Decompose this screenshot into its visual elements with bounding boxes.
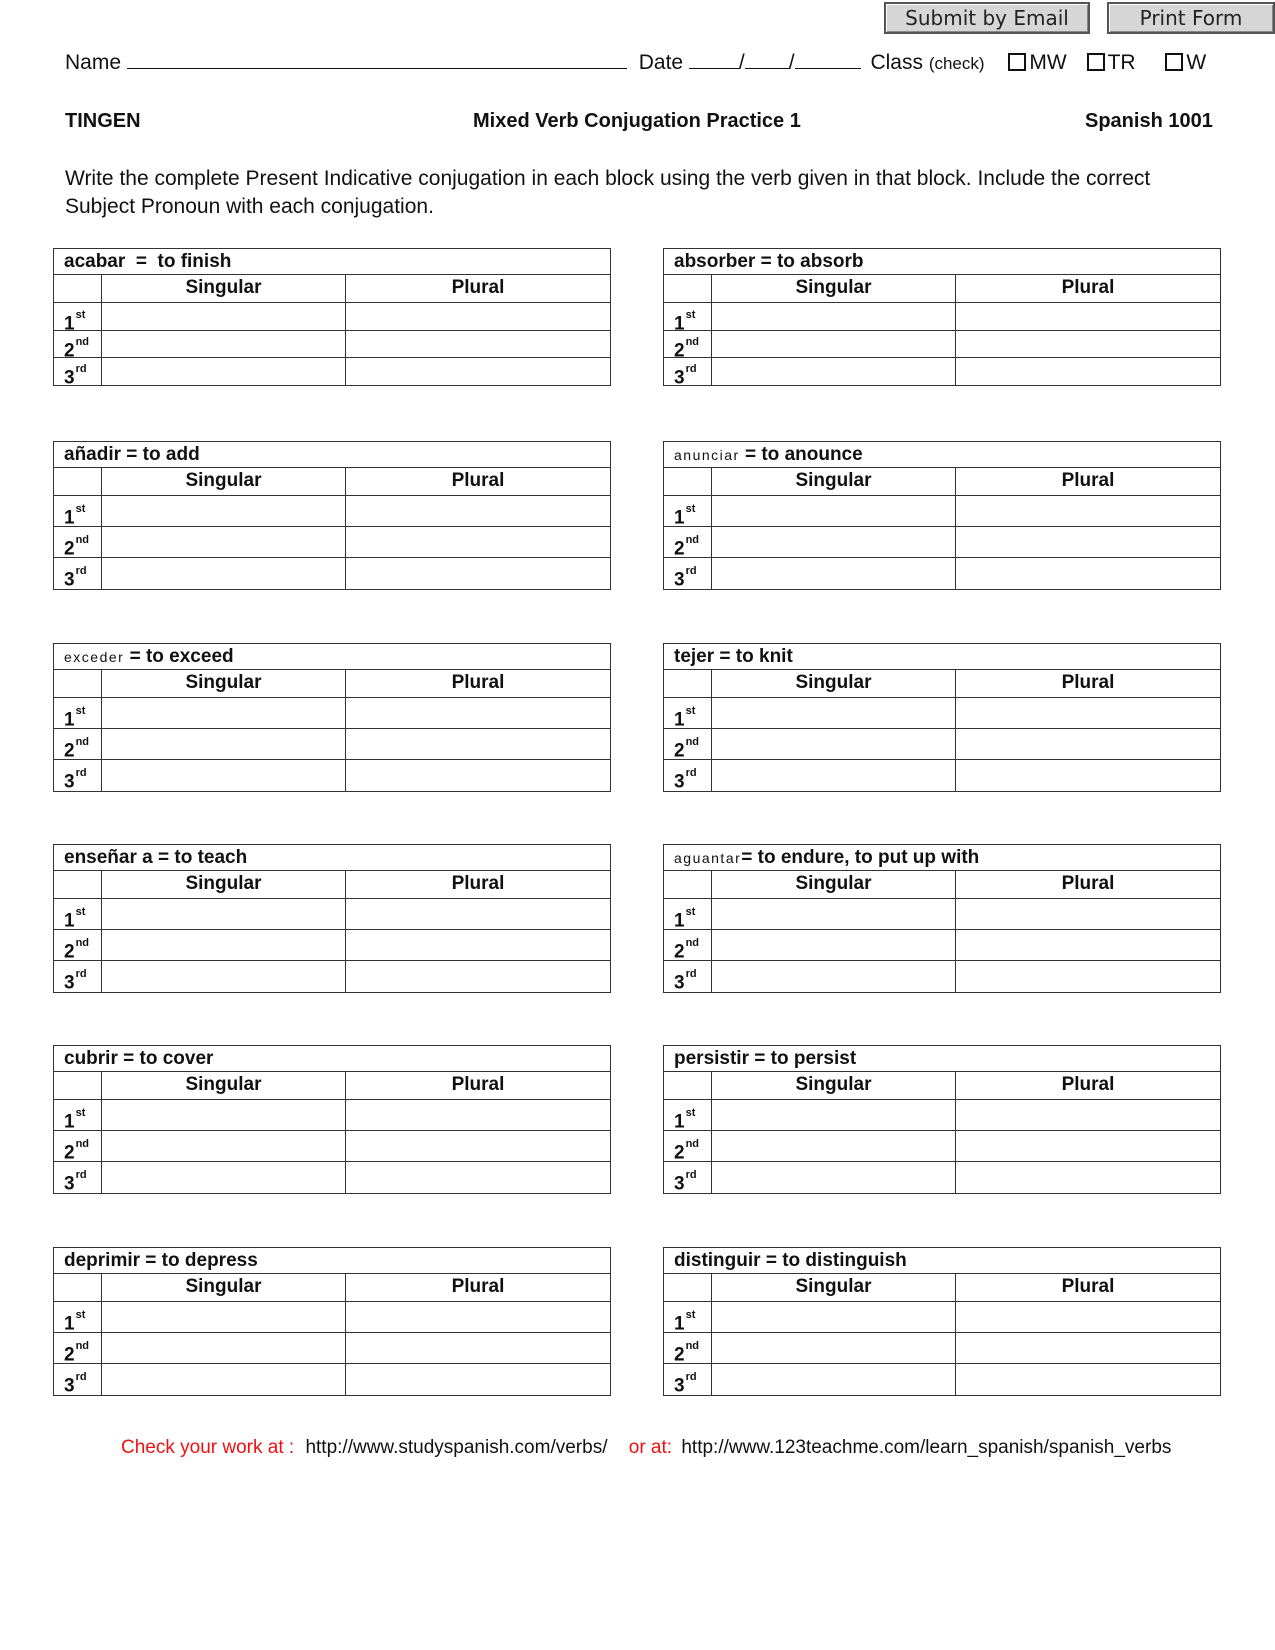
plural-answer-field[interactable] [346, 1364, 610, 1395]
plural-answer-field[interactable] [346, 729, 610, 760]
singular-answer-field[interactable] [712, 930, 956, 961]
plural-header: Plural [956, 1274, 1220, 1302]
singular-answer-field[interactable] [102, 1302, 346, 1333]
verb-label: persistir [674, 1048, 749, 1069]
teacher-name: TINGEN [65, 110, 141, 132]
person-suffix: nd [685, 1340, 700, 1352]
person-suffix: nd [75, 736, 90, 748]
person-suffix: rd [685, 363, 697, 375]
person-suffix: rd [685, 968, 697, 980]
singular-answer-field[interactable] [102, 358, 346, 385]
singular-header: Singular [102, 1274, 346, 1302]
person-suffix: st [75, 309, 86, 321]
block-title [664, 249, 1220, 275]
date-separator: / [738, 51, 745, 74]
block-title [664, 1248, 1220, 1274]
person-label [54, 698, 102, 729]
person-label [664, 358, 712, 389]
person-number: 1 [64, 1111, 75, 1133]
plural-answer-field[interactable] [346, 496, 610, 527]
plural-answer-field[interactable] [956, 1302, 1220, 1333]
verb-meaning: = to distinguish [760, 1250, 907, 1271]
person-suffix: st [685, 1107, 696, 1119]
person-label [664, 1333, 712, 1364]
person-number: 3 [64, 1173, 75, 1195]
plural-answer-field[interactable] [346, 358, 610, 385]
singular-answer-field[interactable] [102, 1333, 346, 1364]
corner-cell [664, 468, 712, 496]
verb-meaning: = to teach [152, 847, 248, 868]
singular-header: Singular [712, 1072, 956, 1100]
conjugation-block [53, 1045, 611, 1194]
plural-answer-field[interactable] [956, 1100, 1220, 1131]
person-label [664, 1131, 712, 1162]
worksheet-title: Mixed Verb Conjugation Practice 1 [473, 110, 801, 132]
person-suffix: nd [75, 534, 90, 546]
singular-answer-field[interactable] [712, 558, 956, 589]
person-label [664, 527, 712, 558]
person-label [664, 961, 712, 992]
date-year-field[interactable] [795, 50, 861, 69]
person-number: 2 [64, 1142, 75, 1164]
person-label [54, 760, 102, 791]
corner-cell [54, 275, 102, 303]
singular-answer-field[interactable] [712, 1364, 956, 1395]
person-label [664, 303, 712, 335]
person-number: 1 [674, 709, 685, 731]
block-title [54, 442, 610, 468]
singular-answer-field[interactable] [102, 527, 346, 558]
conjugation-block [53, 1247, 611, 1396]
plural-answer-field[interactable] [346, 930, 610, 961]
singular-header: Singular [102, 871, 346, 899]
plural-answer-field[interactable] [956, 899, 1220, 930]
name-label: Name [65, 51, 122, 74]
plural-answer-field[interactable] [956, 358, 1220, 385]
corner-cell [664, 670, 712, 698]
date-separator: / [788, 51, 795, 74]
conjugation-block [663, 1045, 1221, 1194]
person-suffix: rd [75, 363, 87, 375]
person-number: 3 [674, 771, 685, 793]
person-suffix: nd [75, 1138, 90, 1150]
person-number: 2 [674, 740, 685, 762]
person-label [54, 331, 102, 362]
verb-label: enseñar a [64, 847, 153, 868]
plural-answer-field[interactable] [346, 1162, 610, 1193]
singular-header: Singular [712, 871, 956, 899]
person-suffix: nd [685, 1138, 700, 1150]
checkbox-icon[interactable] [1087, 53, 1105, 71]
person-suffix: nd [685, 736, 700, 748]
print-form-button[interactable]: Print Form [1107, 2, 1275, 34]
plural-answer-field[interactable] [346, 961, 610, 992]
plural-header: Plural [956, 871, 1220, 899]
conjugation-block [663, 441, 1221, 590]
footer [121, 1437, 1171, 1459]
checkbox-icon[interactable] [1165, 53, 1183, 71]
person-suffix: st [685, 503, 696, 515]
singular-answer-field[interactable] [102, 1364, 346, 1395]
person-label [664, 930, 712, 961]
block-title [54, 1046, 610, 1072]
person-number: 3 [64, 1375, 75, 1397]
checkbox-icon[interactable] [1008, 53, 1026, 71]
person-number: 1 [64, 313, 75, 335]
person-number: 3 [674, 367, 685, 389]
plural-answer-field[interactable] [346, 760, 610, 791]
singular-answer-field[interactable] [102, 1162, 346, 1193]
person-label [664, 698, 712, 729]
conjugation-block [663, 248, 1221, 389]
class-option-label: W [1186, 51, 1207, 74]
singular-header: Singular [102, 468, 346, 496]
verb-meaning: = to cover [117, 1048, 214, 1069]
123teachme-link[interactable]: http://www.123teachme.com/learn_spanish/spanish_verbs [681, 1437, 1172, 1458]
corner-cell [54, 871, 102, 899]
person-label [54, 303, 102, 335]
verb-meaning: = to absorb [755, 251, 864, 272]
person-label [54, 496, 102, 527]
person-number: 2 [64, 941, 75, 963]
person-number: 1 [64, 1313, 75, 1335]
plural-answer-field[interactable] [956, 496, 1220, 527]
person-label [664, 1302, 712, 1333]
person-number: 1 [674, 1111, 685, 1133]
person-number: 2 [64, 340, 75, 362]
singular-answer-field[interactable] [712, 527, 956, 558]
plural-header: Plural [956, 275, 1220, 303]
person-number: 3 [64, 972, 75, 994]
person-label [664, 729, 712, 760]
person-suffix: nd [75, 1340, 90, 1352]
singular-header: Singular [712, 670, 956, 698]
corner-cell [664, 871, 712, 899]
person-number: 2 [674, 941, 685, 963]
corner-cell [54, 468, 102, 496]
verb-label: añadir [64, 444, 122, 465]
plural-answer-field[interactable] [346, 1100, 610, 1131]
singular-answer-field[interactable] [712, 358, 956, 385]
person-label [54, 1100, 102, 1131]
verb-meaning: = to persist [748, 1048, 857, 1069]
singular-answer-field[interactable] [712, 760, 956, 791]
person-label [664, 331, 712, 362]
person-label [664, 899, 712, 930]
block-title [664, 1046, 1220, 1072]
plural-answer-field[interactable] [956, 729, 1220, 760]
block-title [664, 845, 1220, 871]
singular-answer-field[interactable] [102, 899, 346, 930]
conjugation-block [53, 844, 611, 993]
singular-header: Singular [712, 1274, 956, 1302]
verb-label: exceder [64, 649, 125, 665]
plural-header: Plural [956, 468, 1220, 496]
person-suffix: st [685, 906, 696, 918]
person-suffix: st [75, 1309, 86, 1321]
singular-answer-field[interactable] [712, 331, 956, 358]
plural-answer-field[interactable] [956, 1131, 1220, 1162]
plural-answer-field[interactable] [346, 698, 610, 729]
person-number: 3 [64, 367, 75, 389]
date-month-field[interactable] [689, 50, 739, 69]
plural-answer-field[interactable] [956, 527, 1220, 558]
class-option-label: MW [1029, 51, 1067, 74]
plural-answer-field[interactable] [956, 331, 1220, 358]
block-title [54, 845, 610, 871]
person-number: 3 [674, 569, 685, 591]
person-suffix: st [75, 906, 86, 918]
person-suffix: st [75, 705, 86, 717]
singular-answer-field[interactable] [712, 698, 956, 729]
block-title [54, 644, 610, 670]
person-number: 2 [64, 740, 75, 762]
person-label [664, 1162, 712, 1193]
verb-meaning: = to endure, to put up with [741, 847, 980, 868]
person-label [54, 558, 102, 589]
submit-by-email-button[interactable]: Submit by Email [884, 2, 1090, 34]
block-title [664, 644, 1220, 670]
singular-answer-field[interactable] [102, 930, 346, 961]
plural-answer-field[interactable] [346, 527, 610, 558]
singular-answer-field[interactable] [712, 1131, 956, 1162]
person-number: 1 [64, 910, 75, 932]
singular-answer-field[interactable] [712, 1302, 956, 1333]
verb-label: acabar [64, 251, 126, 272]
person-label [54, 1302, 102, 1333]
person-number: 1 [64, 507, 75, 529]
person-label [54, 358, 102, 389]
class-label: Class [870, 51, 923, 74]
plural-answer-field[interactable] [956, 303, 1220, 331]
verb-label: tejer [674, 646, 715, 667]
person-label [54, 1162, 102, 1193]
verb-label: distinguir [674, 1250, 761, 1271]
plural-answer-field[interactable] [346, 899, 610, 930]
singular-answer-field[interactable] [712, 729, 956, 760]
singular-answer-field[interactable] [102, 698, 346, 729]
singular-answer-field[interactable] [102, 729, 346, 760]
singular-header: Singular [712, 275, 956, 303]
person-number: 2 [64, 1344, 75, 1366]
singular-answer-field[interactable] [712, 961, 956, 992]
person-label [54, 930, 102, 961]
verb-label: cubrir [64, 1048, 118, 1069]
verb-meaning: = to knit [714, 646, 793, 667]
block-title [54, 1248, 610, 1274]
person-label [54, 899, 102, 930]
verb-meaning: = to anounce [739, 444, 863, 465]
singular-answer-field[interactable] [102, 303, 346, 331]
person-suffix: st [75, 1107, 86, 1119]
person-number: 1 [674, 910, 685, 932]
block-title [664, 442, 1220, 468]
singular-answer-field[interactable] [102, 760, 346, 791]
person-suffix: rd [685, 767, 697, 779]
conjugation-block [663, 643, 1221, 792]
plural-answer-field[interactable] [346, 331, 610, 358]
verb-meaning: = to finish [125, 251, 232, 272]
plural-header: Plural [346, 1072, 610, 1100]
plural-answer-field[interactable] [346, 1333, 610, 1364]
person-number: 3 [674, 1375, 685, 1397]
class-option-w[interactable] [1165, 51, 1206, 74]
verb-meaning: = to add [121, 444, 200, 465]
person-suffix: nd [685, 937, 700, 949]
singular-answer-field[interactable] [102, 496, 346, 527]
person-label [664, 760, 712, 791]
or-label: or at: [628, 1437, 673, 1458]
singular-answer-field[interactable] [712, 303, 956, 331]
verb-label: deprimir [64, 1250, 141, 1271]
person-number: 1 [674, 1313, 685, 1335]
person-suffix: rd [75, 565, 87, 577]
plural-answer-field[interactable] [346, 1131, 610, 1162]
person-suffix: st [685, 309, 696, 321]
corner-cell [54, 1274, 102, 1302]
person-suffix: nd [685, 534, 700, 546]
person-label [54, 1131, 102, 1162]
plural-header: Plural [346, 871, 610, 899]
person-suffix: rd [685, 565, 697, 577]
person-suffix: rd [685, 1169, 697, 1181]
date-label: Date [638, 51, 684, 74]
conjugation-block [663, 1247, 1221, 1396]
person-label [664, 1364, 712, 1395]
header-line [65, 50, 1206, 75]
singular-answer-field[interactable] [102, 1100, 346, 1131]
person-suffix: rd [75, 767, 87, 779]
person-suffix: rd [75, 1371, 87, 1383]
class-option-label: TR [1107, 51, 1136, 74]
class-option-tr[interactable] [1087, 51, 1136, 74]
person-label [664, 496, 712, 527]
corner-cell [664, 1072, 712, 1100]
plural-answer-field[interactable] [956, 760, 1220, 791]
person-number: 3 [64, 771, 75, 793]
person-label [54, 961, 102, 992]
person-suffix: st [75, 503, 86, 515]
plural-answer-field[interactable] [346, 1302, 610, 1333]
person-suffix: st [685, 1309, 696, 1321]
person-suffix: st [685, 705, 696, 717]
corner-cell [54, 670, 102, 698]
person-label [54, 729, 102, 760]
corner-cell [54, 1072, 102, 1100]
verb-meaning: = to depress [140, 1250, 258, 1271]
person-number: 1 [64, 709, 75, 731]
plural-answer-field[interactable] [956, 558, 1220, 589]
class-note: (check) [928, 54, 985, 73]
person-number: 1 [674, 507, 685, 529]
plural-answer-field[interactable] [956, 1162, 1220, 1193]
plural-header: Plural [346, 468, 610, 496]
plural-answer-field[interactable] [956, 1364, 1220, 1395]
check-label: Check your work at : [121, 1437, 295, 1458]
person-label [54, 527, 102, 558]
plural-answer-field[interactable] [346, 558, 610, 589]
plural-header: Plural [346, 670, 610, 698]
plural-answer-field[interactable] [956, 961, 1220, 992]
person-number: 2 [64, 538, 75, 560]
person-number: 3 [674, 1173, 685, 1195]
corner-cell [664, 275, 712, 303]
person-number: 3 [64, 569, 75, 591]
person-suffix: rd [75, 968, 87, 980]
plural-header: Plural [346, 275, 610, 303]
person-suffix: rd [685, 1371, 697, 1383]
person-number: 3 [674, 972, 685, 994]
plural-answer-field[interactable] [956, 698, 1220, 729]
conjugation-block [53, 643, 611, 792]
course-name: Spanish 1001 [1085, 110, 1213, 132]
person-number: 1 [674, 313, 685, 335]
plural-header: Plural [956, 1072, 1220, 1100]
singular-answer-field[interactable] [712, 1333, 956, 1364]
plural-header: Plural [346, 1274, 610, 1302]
singular-answer-field[interactable] [102, 1131, 346, 1162]
person-number: 2 [674, 1344, 685, 1366]
corner-cell [664, 1274, 712, 1302]
singular-header: Singular [102, 670, 346, 698]
plural-answer-field[interactable] [956, 930, 1220, 961]
singular-answer-field[interactable] [712, 899, 956, 930]
plural-answer-field[interactable] [346, 303, 610, 331]
person-suffix: rd [75, 1169, 87, 1181]
singular-answer-field[interactable] [712, 496, 956, 527]
verb-label: anunciar [674, 447, 740, 463]
verb-label: aguantar [674, 850, 742, 866]
person-label [664, 1100, 712, 1131]
singular-answer-field[interactable] [712, 1162, 956, 1193]
singular-header: Singular [102, 1072, 346, 1100]
singular-header: Singular [102, 275, 346, 303]
conjugation-block [53, 441, 611, 590]
person-suffix: nd [75, 937, 90, 949]
person-number: 2 [674, 1142, 685, 1164]
singular-answer-field[interactable] [102, 558, 346, 589]
plural-header: Plural [956, 670, 1220, 698]
verb-meaning: = to exceed [124, 646, 234, 667]
name-field[interactable] [127, 50, 627, 69]
conjugation-block [663, 844, 1221, 993]
person-suffix: nd [75, 336, 90, 348]
verb-label: absorber [674, 251, 756, 272]
block-title [54, 249, 610, 275]
person-number: 2 [674, 538, 685, 560]
studyspanish-link[interactable]: http://www.studyspanish.com/verbs/ [305, 1437, 608, 1458]
plural-answer-field[interactable] [956, 1333, 1220, 1364]
person-label [664, 558, 712, 589]
conjugation-block [53, 248, 611, 389]
singular-header: Singular [712, 468, 956, 496]
person-suffix: nd [685, 336, 700, 348]
singular-answer-field[interactable] [102, 961, 346, 992]
person-label [54, 1333, 102, 1364]
class-option-mw[interactable] [1008, 51, 1066, 74]
singular-answer-field[interactable] [102, 331, 346, 358]
instructions: Write the complete Present Indicative conjugation in each block using the verb given in that block. Include the correct Subject Pronoun with each conjugation. [65, 167, 1151, 218]
singular-answer-field[interactable] [712, 1100, 956, 1131]
person-label [54, 1364, 102, 1395]
date-day-field[interactable] [745, 50, 789, 69]
person-number: 2 [674, 340, 685, 362]
